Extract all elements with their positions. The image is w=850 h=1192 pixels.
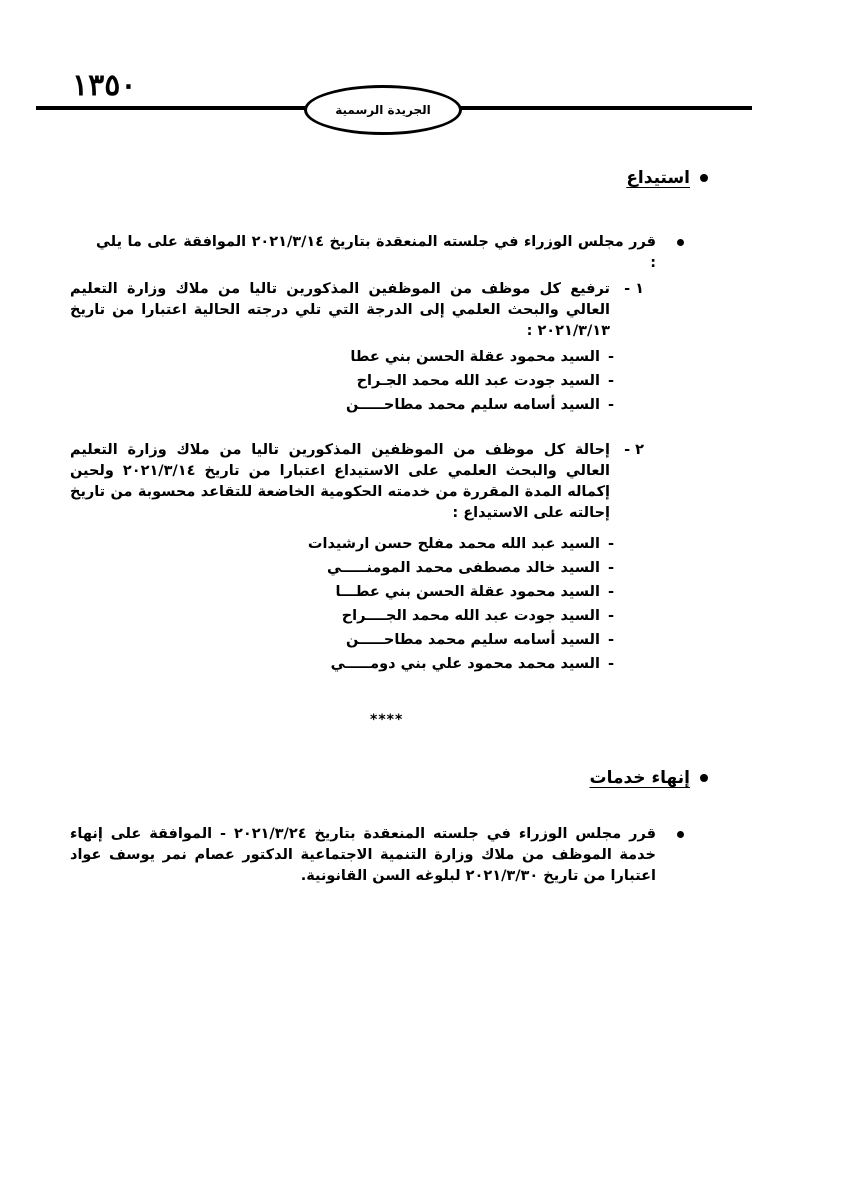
bullet-icon — [700, 174, 708, 182]
section-title-text: إنهاء خدمات — [589, 768, 690, 788]
section-title-retirement — [626, 168, 708, 188]
bullet-icon — [677, 239, 684, 246]
item2-names-list — [308, 532, 614, 676]
item2-text: إحالة كل موظف من الموظفين المذكورين تاليا من ملاك وزارة التعليم العالي والبحث العلمي على الاستيداع اعتبارا من تاريخ ٢٠٢١/٣/١٤ ولحين إكماله المدة المقررة من خدمته الحكومية الخاضعة للتقاعد محسوبة من تاريخ إحالته على الاستيداع : — [70, 442, 610, 521]
list-item: - السيد خالد مصطفى محمد المومنـــــي — [327, 560, 614, 576]
section1-intro-text: قرر مجلس الوزراء في جلسته المنعقدة بتاريخ ٢٠٢١/٣/١٤ الموافقة على ما يلي : — [96, 234, 657, 271]
list-item: - السيد محمد محمود علي بني دومـــــي — [330, 656, 614, 672]
separator-stars: **** — [370, 712, 404, 728]
section-title-termination — [590, 768, 709, 788]
section1-item2 — [70, 440, 644, 524]
list-item: - السيد أسامه سليم محمد مطاحـــــن — [346, 632, 614, 648]
list-item: - السيد أسامه سليم محمد مطاحـــــن — [346, 397, 614, 413]
list-item: - السيد محمود عقلة الحسن بني عطا — [350, 349, 614, 365]
bullet-icon — [677, 831, 684, 838]
section1-intro — [96, 232, 656, 274]
page-number: ١٣٥٠ — [72, 68, 137, 103]
list-item: - السيد محمود عقلة الحسن بني عطـــا — [335, 584, 614, 600]
list-item: - السيد عبد الله محمد مفلح حسن ارشيدات — [307, 536, 614, 552]
section-title-text: استيداع — [626, 168, 690, 188]
item1-number: ١ - — [624, 281, 644, 297]
bullet-icon — [700, 774, 708, 782]
section2-paragraph — [70, 824, 656, 887]
list-item: - السيد جودت عبد الله محمد الجــــراح — [341, 608, 614, 624]
gazette-title: الجريدة الرسمية — [335, 103, 431, 117]
gazette-title-badge — [304, 85, 462, 135]
section1-item1 — [70, 279, 644, 342]
item1-names-list — [346, 345, 614, 417]
section2-text: قرر مجلس الوزراء في جلسته المنعقدة بتاريخ ٢٠٢١/٣/٢٤ - الموافقة على إنهاء خدمة الموظف من ملاك وزارة التنمية الاجتماعية الدكتور عصام نمر يوسف عواد اعتبارا من تاريخ ٢٠٢١/٣/٣٠ لبلوغه السن القانونية. — [70, 826, 656, 884]
item2-number: ٢ - — [624, 442, 644, 458]
item1-text: ترفيع كل موظف من الموظفين المذكورين تاليا من ملاك وزارة التعليم العالي والبحث العلمي إلى الدرجة التي تلي درجته الحالية اعتبارا من تاريخ ٢٠٢١/٣/١٣ : — [70, 281, 610, 339]
list-item: - السيد جودت عبد الله محمد الجـراح — [356, 373, 614, 389]
